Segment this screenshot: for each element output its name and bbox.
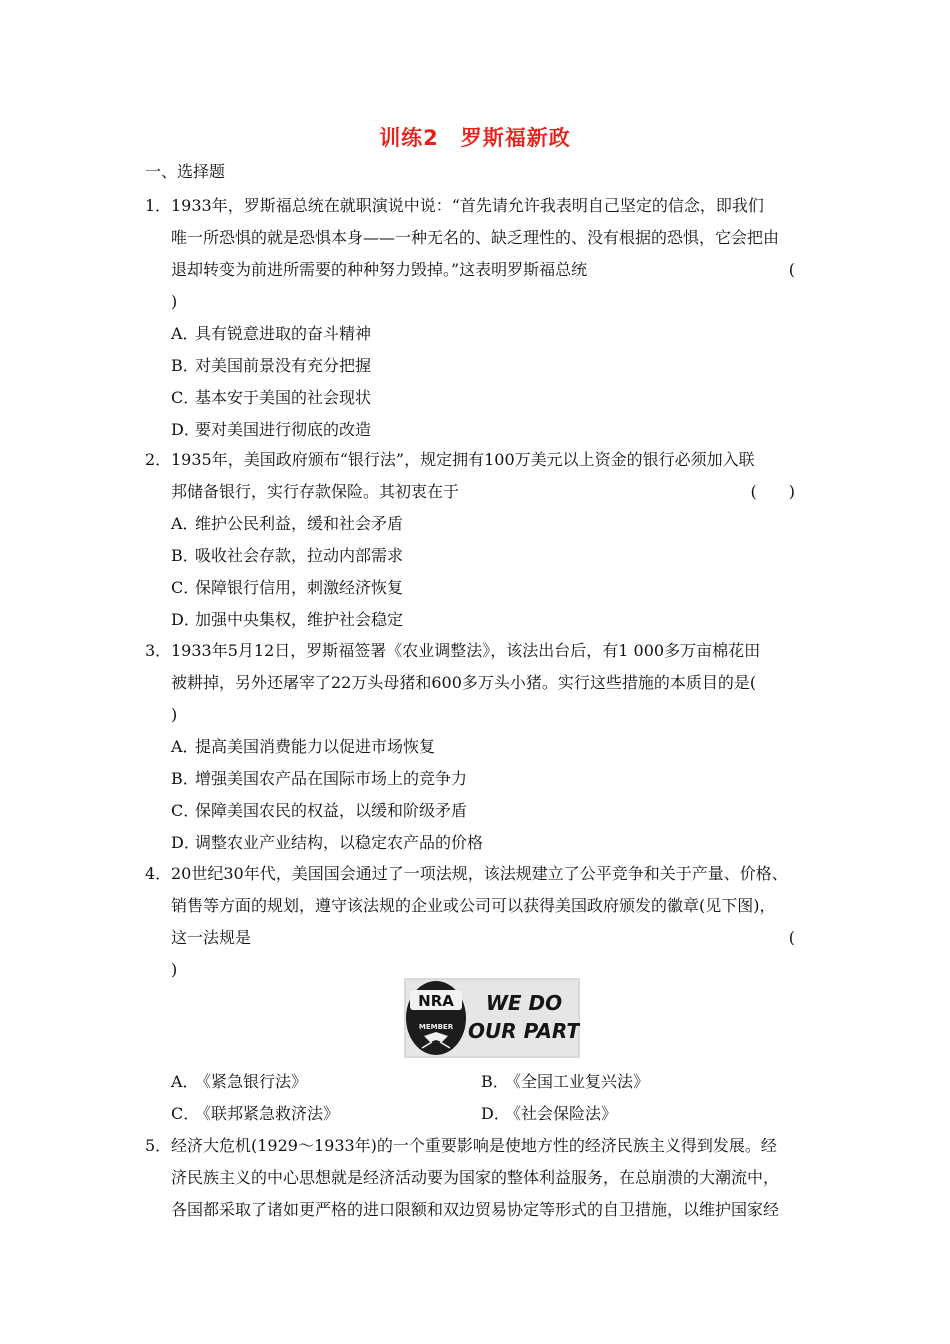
option-a: A．提高美国消费能力以促进市场恢复 xyxy=(171,737,436,756)
question-text: 邦储备银行，实行存款保险。其初衷在于 xyxy=(171,482,460,501)
question-text: 被耕掉，另外还屠宰了22万头母猪和600多万头小猪。实行这些措施的本质目的是( xyxy=(171,673,757,692)
question-5 xyxy=(145,1130,825,1226)
answer-paren-close: ) xyxy=(171,705,178,724)
badge-small-text: US xyxy=(454,1046,460,1051)
question-text: 20世纪30年代，美国国会通过了一项法规，该法规建立了公平竞争和关于产量、价格、 xyxy=(171,864,788,883)
question-1 xyxy=(145,190,825,446)
question-text: 1933年5月12日，罗斯福签署《农业调整法》，该法出台后，有1 000多万亩棉花田 xyxy=(171,641,761,660)
nra-badge-graphic xyxy=(404,978,580,1058)
answer-paren-close: ) xyxy=(171,960,178,979)
question-text: 销售等方面的规划，遵守该法规的企业或公司可以获得美国政府颁发的徽章(见下图)， xyxy=(171,896,776,915)
section-heading: 一、选择题 xyxy=(145,162,226,181)
badge-slogan-line2: OUR PART xyxy=(467,1019,580,1043)
question-text: 唯一所恐惧的就是恐惧本身——一种无名的、缺乏理性的、没有根据的恐惧，它会把由 xyxy=(171,228,780,247)
question-number: 3． xyxy=(145,641,172,660)
page-title: 训练2 罗斯福新政 xyxy=(379,126,571,150)
badge-nra-text: NRA xyxy=(418,992,454,1010)
question-text: 1935年，美国政府颁布“银行法”，规定拥有100万美元以上资金的银行必须加入联 xyxy=(171,450,755,469)
question-4-options xyxy=(145,1066,825,1130)
option-d: D．要对美国进行彻底的改造 xyxy=(171,420,372,439)
option-a: A．维护公民利益，缓和社会矛盾 xyxy=(171,514,404,533)
option-b: B．《全国工业复兴法》 xyxy=(481,1072,650,1091)
question-3 xyxy=(145,635,825,859)
option-c: C．基本安于美国的社会现状 xyxy=(171,388,372,407)
options-list xyxy=(171,1066,825,1130)
option-b: B．增强美国农产品在国际市场上的竞争力 xyxy=(171,769,468,788)
question-2 xyxy=(145,444,825,636)
options-list xyxy=(171,508,825,636)
option-b: B．吸收社会存款，拉动内部需求 xyxy=(171,546,404,565)
question-text: 经济大危机(1929～1933年)的一个重要影响是使地方性的经济民族主义得到发展。经 xyxy=(171,1136,777,1155)
options-list xyxy=(171,318,825,446)
options-list xyxy=(171,731,825,859)
question-text: 这一法规是 xyxy=(171,928,252,947)
option-a: A．《紧急银行法》 xyxy=(171,1072,308,1091)
question-text: 1933年，罗斯福总统在就职演说中说：“首先请允许我表明自己坚定的信念，即我们 xyxy=(171,196,764,215)
option-d: D．《社会保险法》 xyxy=(481,1104,618,1123)
option-d: D．调整农业产业结构，以稳定农产品的价格 xyxy=(171,833,484,852)
badge-member-text: MEMBER xyxy=(418,1023,454,1031)
answer-paren-close: ) xyxy=(171,292,178,311)
option-d: D．加强中央集权，维护社会稳定 xyxy=(171,610,404,629)
answer-paren: ( ) xyxy=(750,482,795,501)
answer-paren-open: ( xyxy=(788,260,795,279)
option-a: A．具有锐意进取的奋斗精神 xyxy=(171,324,372,343)
nra-badge-image xyxy=(404,978,580,1058)
question-text: 退却转变为前进所需要的种种努力毁掉。”这表明罗斯福总统 xyxy=(171,260,588,279)
question-number: 4． xyxy=(145,864,172,883)
option-c: C．保障银行信用，刺激经济恢复 xyxy=(171,578,404,597)
option-c: C．保障美国农民的权益，以缓和阶级矛盾 xyxy=(171,801,468,820)
option-c: C．《联邦紧急救济法》 xyxy=(171,1104,340,1123)
answer-paren-open: ( xyxy=(788,928,795,947)
question-text: 各国都采取了诸如更严格的进口限额和双边贸易协定等形式的自卫措施，以维护国家经 xyxy=(171,1200,780,1219)
question-number: 5． xyxy=(145,1136,172,1155)
badge-slogan-line1: WE DO xyxy=(485,991,563,1015)
question-number: 1． xyxy=(145,196,172,215)
question-text: 济民族主义的中心思想就是经济活动要为国家的整体利益服务，在总崩溃的大潮流中， xyxy=(171,1168,780,1187)
question-4 xyxy=(145,858,825,986)
question-number: 2． xyxy=(145,450,172,469)
option-b: B．对美国前景没有充分把握 xyxy=(171,356,372,375)
